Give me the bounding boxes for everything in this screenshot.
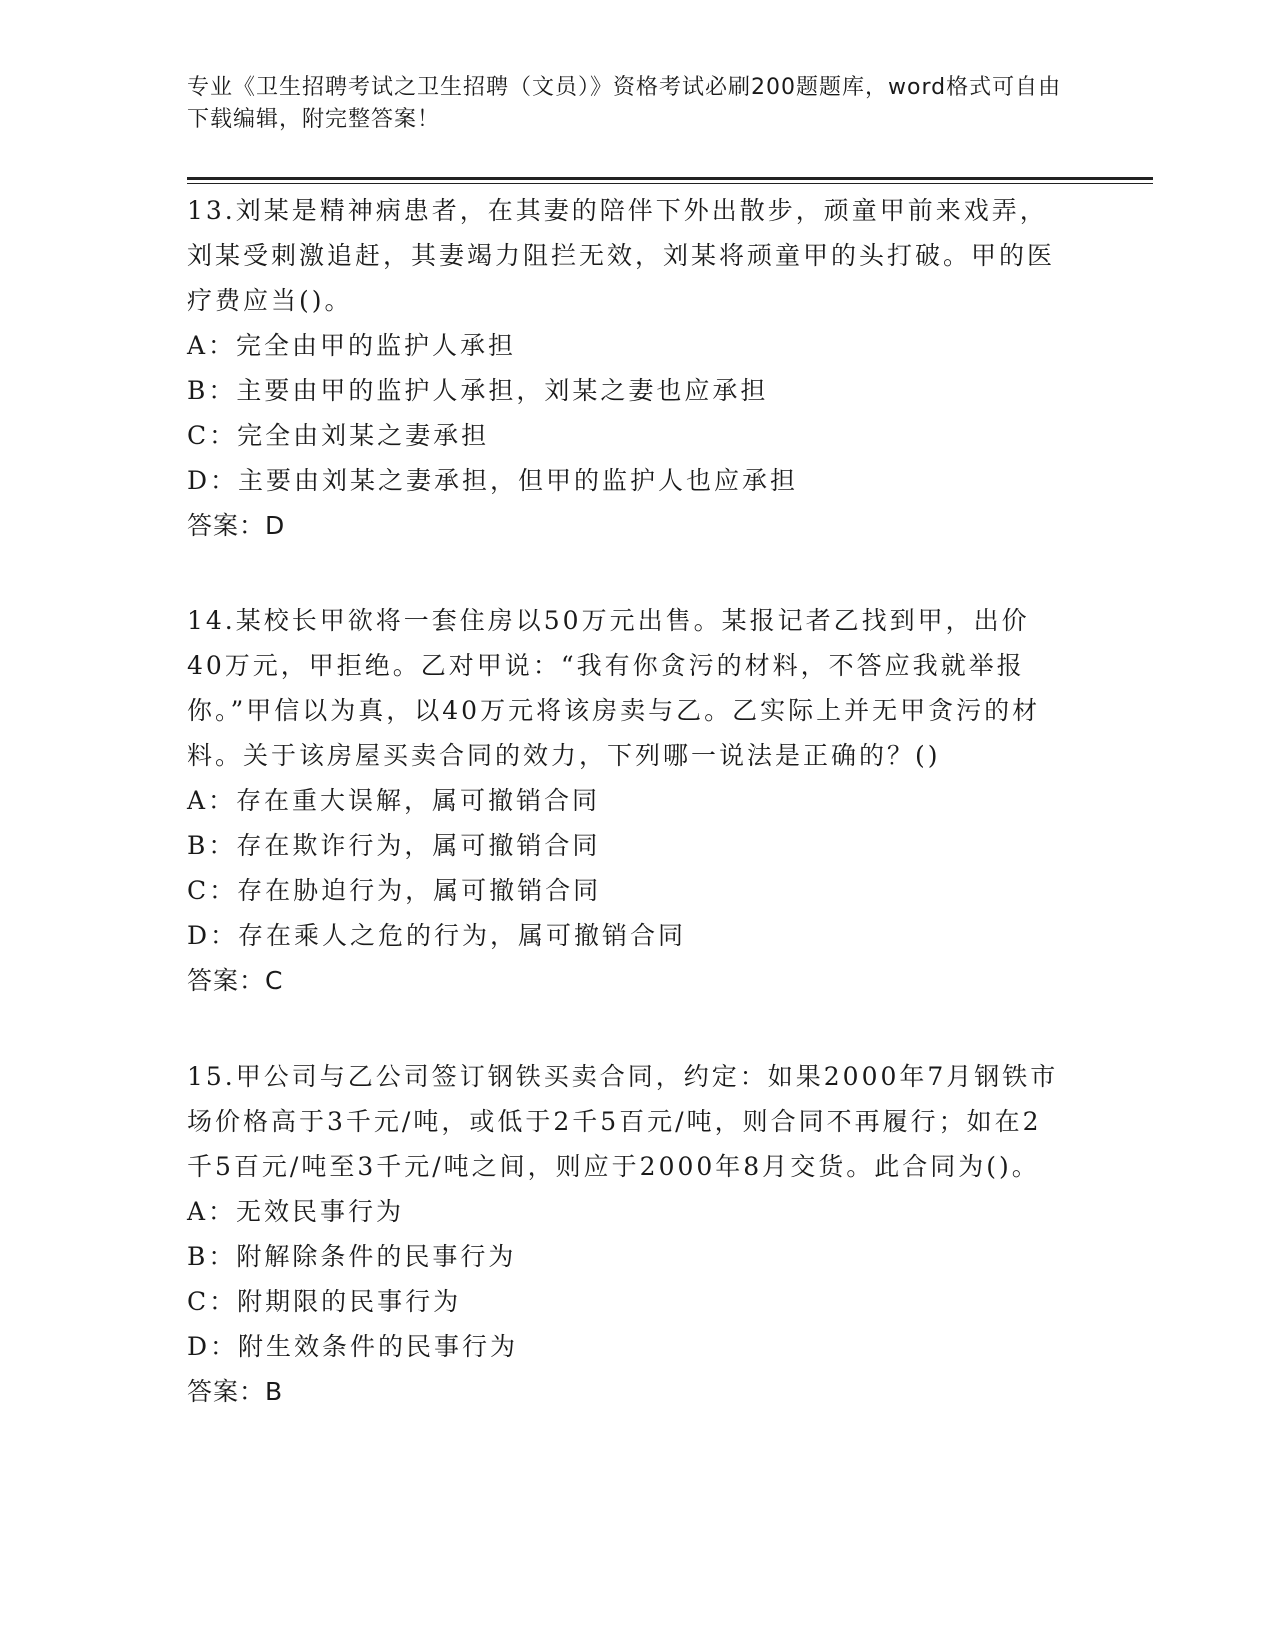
question-stem: 15.甲公司与乙公司签订钢铁买卖合同，约定：如果2000年7月钢铁市场价格高于3千元/吨，或低于2千5百元/吨，则合同不再履行；如在2千5百元/吨至3千元/吨之间，则应于2000年8月交货。此合同为()。	[187, 1062, 1059, 1181]
question-13	[187, 188, 1067, 548]
option-c: C：存在胁迫行为，属可撤销合同	[187, 876, 602, 905]
option-b: B：主要由甲的监护人承担，刘某之妻也应承担	[187, 376, 769, 405]
option-c: C：完全由刘某之妻承担	[187, 421, 490, 450]
question-stem: 14.某校长甲欲将一套住房以50万元出售。某报记者乙找到甲，出价40万元，甲拒绝。乙对甲说：“我有你贪污的材料，不答应我就举报你。”甲信以为真，以40万元将该房卖与乙。乙实际上并无甲贪污的材料。关于该房屋买卖合同的效力，下列哪一说法是正确的？()	[187, 606, 1041, 770]
document-header: 专业《卫生招聘考试之卫生招聘（文员）》资格考试必刷200题题库，word格式可自由下载编辑，附完整答案！	[187, 75, 1062, 132]
option-d: D：主要由刘某之妻承担，但甲的监护人也应承担	[187, 466, 799, 495]
answer-line: 答案：D	[187, 511, 286, 540]
header-divider-thick	[187, 177, 1153, 180]
question-15	[187, 1054, 1067, 1414]
answer-line: 答案：B	[187, 1377, 284, 1406]
option-a: A：存在重大误解，属可撤销合同	[187, 786, 601, 815]
option-b: B：附解除条件的民事行为	[187, 1242, 517, 1271]
question-14	[187, 598, 1067, 1003]
option-a: A：无效民事行为	[187, 1197, 405, 1226]
question-stem: 13.刘某是精神病患者，在其妻的陪伴下外出散步，顽童甲前来戏弄，刘某受刺激追赶，其妻竭力阻拦无效，刘某将顽童甲的头打破。甲的医疗费应当()。	[187, 196, 1056, 315]
answer-line: 答案：C	[187, 966, 284, 995]
header-divider-thin	[187, 183, 1153, 184]
option-d: D：附生效条件的民事行为	[187, 1332, 519, 1361]
option-d: D：存在乘人之危的行为，属可撤销合同	[187, 921, 687, 950]
option-b: B：存在欺诈行为，属可撤销合同	[187, 831, 601, 860]
option-c: C：附期限的民事行为	[187, 1287, 462, 1316]
option-a: A：完全由甲的监护人承担	[187, 331, 517, 360]
